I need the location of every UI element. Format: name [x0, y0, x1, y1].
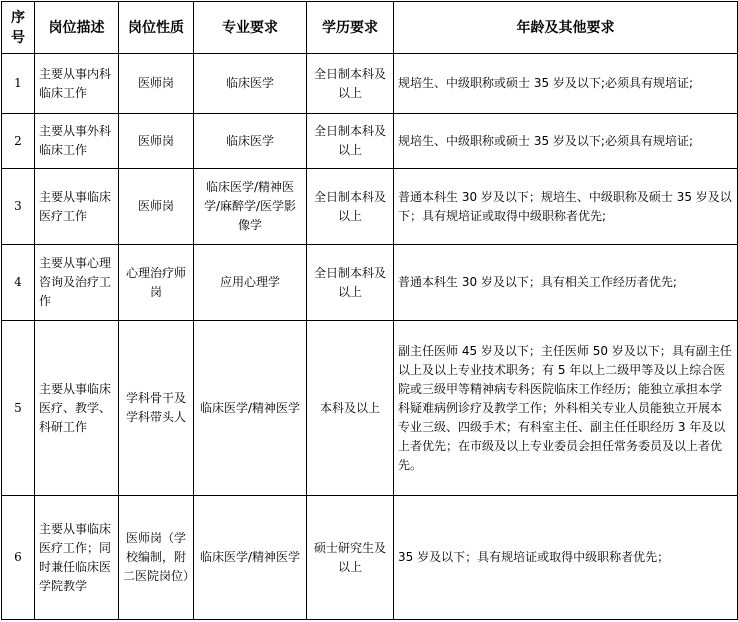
row-seq: 2	[2, 114, 35, 169]
table-row	[2, 114, 738, 169]
row-other: 普通本科生 30 岁及以下；规培生、中级职称及硕士 35 岁及以下；具有规培证或取得中级职称者优先;	[394, 169, 738, 245]
row-desc: 主要从事内科临床工作	[35, 54, 119, 114]
row-nature: 医师岗	[119, 169, 194, 245]
row-nature: 医师岗（学校编制，附二医院岗位）	[119, 496, 194, 620]
row-nature: 学科骨干及学科带头人	[119, 321, 194, 496]
row-major: 临床医学	[194, 114, 307, 169]
header-major: 专业要求	[194, 2, 307, 54]
table-row	[2, 54, 738, 114]
row-major: 临床医学	[194, 54, 307, 114]
row-seq: 3	[2, 169, 35, 245]
row-edu: 本科及以上	[307, 321, 394, 496]
row-major: 临床医学/精神医学	[194, 496, 307, 620]
row-edu: 硕士研究生及以上	[307, 496, 394, 620]
row-major: 临床医学/精神医学/麻醉学/医学影像学	[194, 169, 307, 245]
row-other: 规培生、中级职称或硕士 35 岁及以下;必须具有规培证;	[394, 114, 738, 169]
row-nature: 心理治疗师岗	[119, 245, 194, 321]
row-major: 应用心理学	[194, 245, 307, 321]
row-seq: 5	[2, 321, 35, 496]
row-major: 临床医学/精神医学	[194, 321, 307, 496]
row-other: 35 岁及以下；具有规培证或取得中级职称者优先；	[394, 496, 738, 620]
header-row	[2, 2, 738, 54]
row-seq: 4	[2, 245, 35, 321]
row-edu: 全日制本科及以上	[307, 54, 394, 114]
row-other: 副主任医师 45 岁及以下；主任医师 50 岁及以下；具有副主任以上及以上专业技术职务；有 5 年以上二级甲等及以上综合医院或三级甲等精神病专科医院临床工作经历；能独立承担本学科疑难病例诊疗及教学工作；外科相关专业人员能独立开展本专业三级、四级手术；有科室主任、副主任任职经历 3 年及以上者优先；在市级及以上专业委员会担任常务委员及以上者优先。	[394, 321, 738, 496]
row-edu: 全日制本科及以上	[307, 114, 394, 169]
header-desc: 岗位描述	[35, 2, 119, 54]
row-desc: 主要从事临床医疗工作	[35, 169, 119, 245]
row-desc: 主要从事心理咨询及治疗工作	[35, 245, 119, 321]
row-nature: 医师岗	[119, 114, 194, 169]
row-other: 普通本科生 30 岁及以下；具有相关工作经历者优先;	[394, 245, 738, 321]
recruitment-table	[1, 1, 738, 620]
header-edu: 学历要求	[307, 2, 394, 54]
table-row	[2, 169, 738, 245]
header-seq: 序号	[2, 2, 35, 54]
row-nature: 医师岗	[119, 54, 194, 114]
table-row	[2, 496, 738, 620]
table-row	[2, 321, 738, 496]
row-desc: 主要从事临床医疗工作；同时兼任临床医学院教学	[35, 496, 119, 620]
row-seq: 6	[2, 496, 35, 620]
header-other: 年龄及其他要求	[394, 2, 738, 54]
header-nature: 岗位性质	[119, 2, 194, 54]
row-seq: 1	[2, 54, 35, 114]
row-edu: 全日制本科及以上	[307, 245, 394, 321]
row-desc: 主要从事临床医疗、教学、科研工作	[35, 321, 119, 496]
row-desc: 主要从事外科临床工作	[35, 114, 119, 169]
row-other: 规培生、中级职称或硕士 35 岁及以下;必须具有规培证;	[394, 54, 738, 114]
row-edu: 全日制本科及以上	[307, 169, 394, 245]
table-row	[2, 245, 738, 321]
